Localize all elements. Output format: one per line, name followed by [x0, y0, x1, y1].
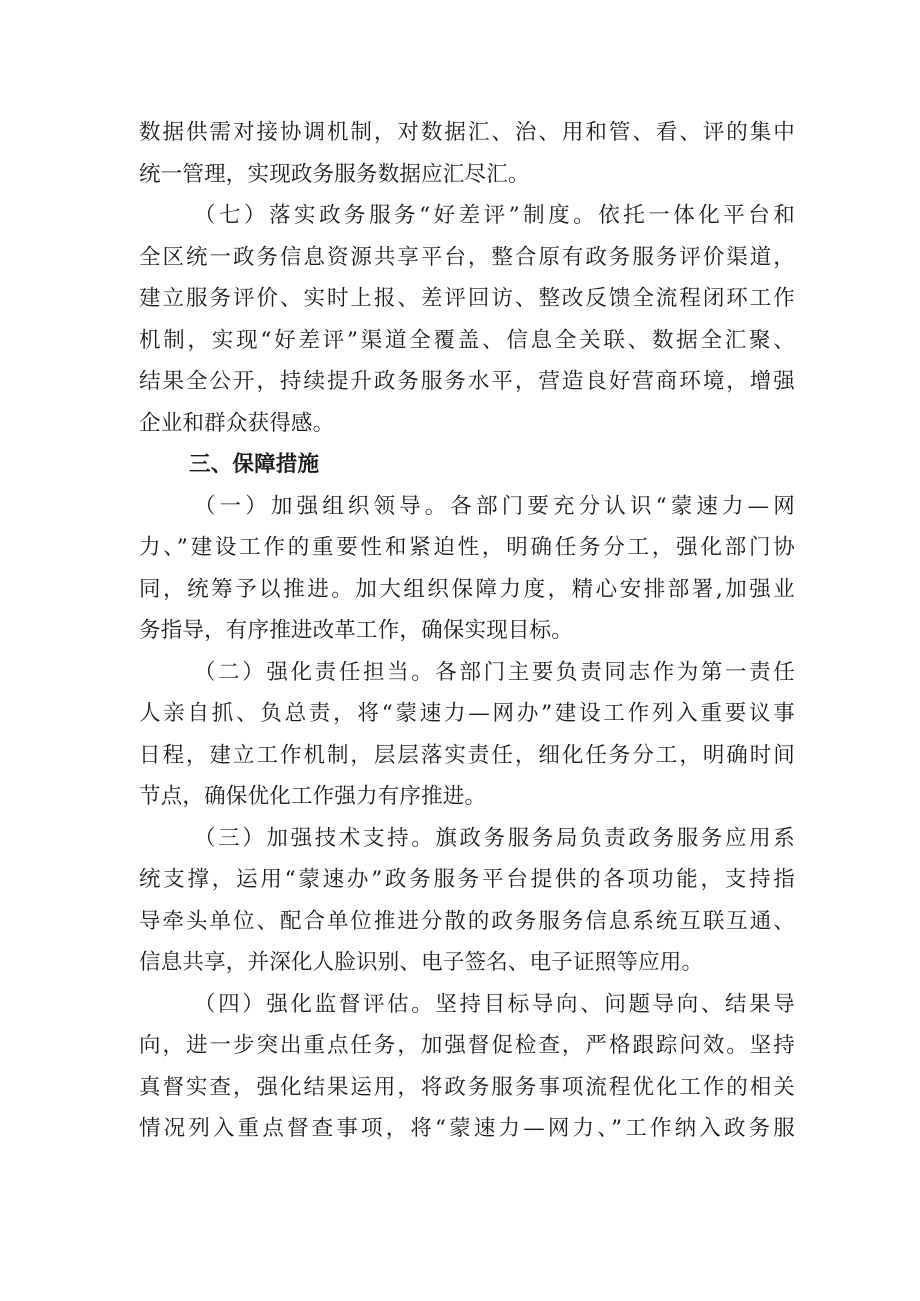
text-line: 导牵头单位、配合单位推进分散的政务服务信息系统互联互通、	[139, 908, 795, 934]
paragraph-start-line: （四）强化监督评估。坚持目标导向、问题导向、结果导	[194, 991, 795, 1017]
text-line: 日程，建立工作机制，层层落实责任，细化任务分工，明确时间	[139, 742, 795, 768]
text-line: 向，进一步突出重点任务，加强督促检查，严格跟踪问效。坚持	[139, 1033, 795, 1058]
paragraph-start-line: （一）加强组织领导。各部门要充分认识“蒙速力—网	[194, 493, 795, 519]
text-line: 统一管理，实现政务服务数据应汇尽汇。	[139, 161, 530, 187]
text-line: 企业和群众获得感。	[139, 410, 335, 436]
text-line: 信息共享，并深化人脸识别、电子签名、电子证照等应用。	[139, 950, 704, 975]
text-line: 真督实查，强化结果运用，将政务服务事项流程优化工作的相关	[139, 1074, 795, 1100]
section-heading: 三、保障措施	[189, 452, 320, 477]
paragraph-start-line: （七）落实政务服务“好差评”制度。依托一体化平台和	[194, 203, 795, 228]
text-line: 数据供需对接协调机制，对数据汇、治、用和管、看、评的集中	[139, 120, 795, 145]
text-line: 建立服务评价、实时上报、差评回访、整改反馈全流程闭环工作	[139, 286, 795, 311]
text-line: 统支撑，运用“蒙速办”政务服务平台提供的各项功能，支持指	[139, 867, 795, 892]
text-line: 人亲自抓、负总责，将“蒙速力—网办”建设工作列入重要议事	[139, 701, 795, 726]
text-line: 务指导，有序推进改革工作，确保实现目标。	[139, 618, 574, 643]
paragraph-start-line: （三）加强技术支持。旗政务服务局负责政务服务应用系	[194, 825, 795, 851]
text-line: 结果全公开，持续提升政务服务水平，营造良好营商环境，增强	[139, 369, 795, 394]
document-body	[139, 112, 795, 1150]
text-line: 情况列入重点督查事项，将“蒙速力—网力、”工作纳入政务服	[139, 1116, 795, 1141]
text-line: 力、”建设工作的重要性和紧迫性，明确任务分工，强化部门协	[139, 535, 795, 560]
text-line: 节点，确保优化工作强力有序推进。	[139, 784, 487, 809]
text-line: 机制，实现“好差评”渠道全覆盖、信息全关联、数据全汇聚、	[139, 327, 795, 353]
paragraph-start-line: （二）强化责任担当。各部门主要负责同志作为第一责任	[194, 659, 795, 685]
text-line: 全区统一政务信息资源共享平台，整合原有政务服务评价渠道，	[139, 244, 795, 270]
text-line: 同，统筹予以推进。加大组织保障力度，精心安排部署,加强业	[139, 576, 795, 602]
